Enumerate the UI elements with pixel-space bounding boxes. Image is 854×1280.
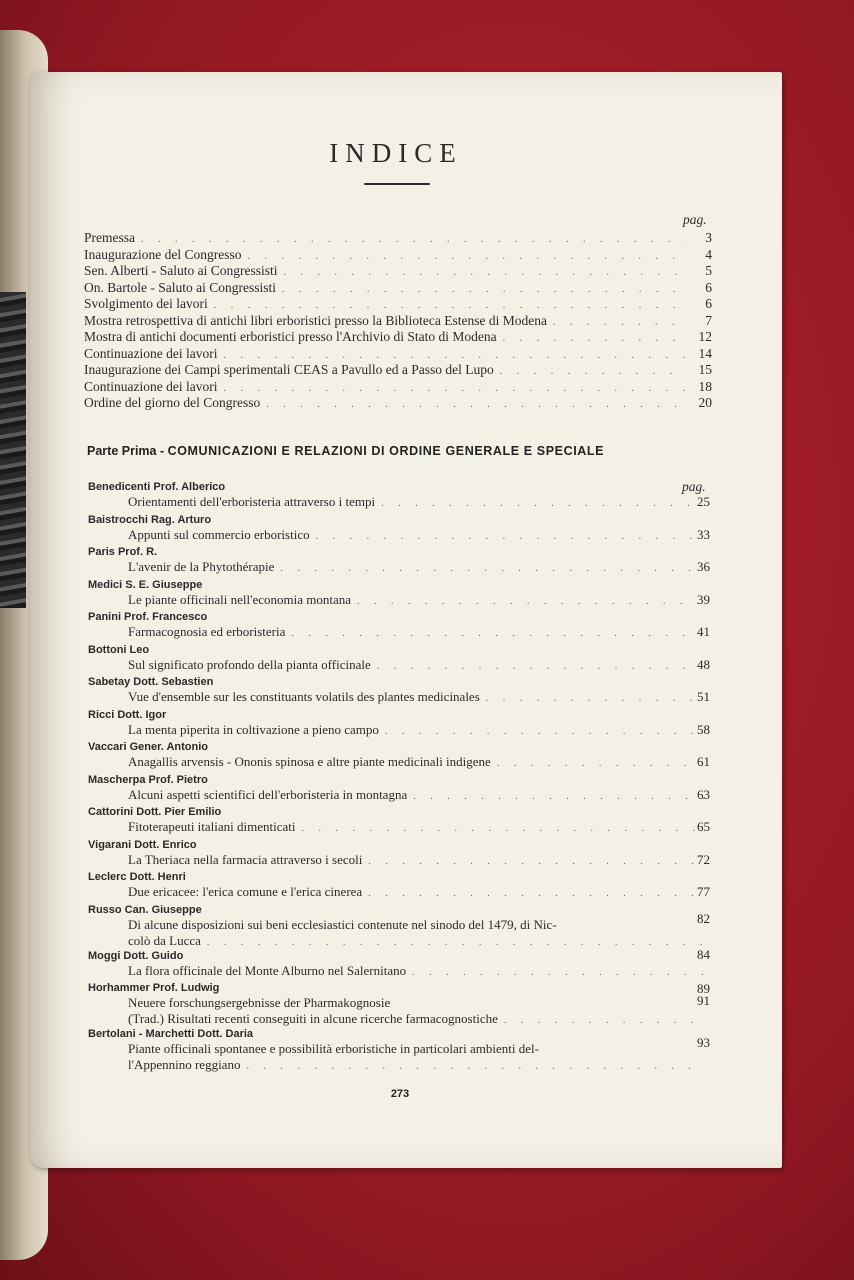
toc-page: 5 [705, 263, 712, 278]
leader-dots [214, 300, 686, 311]
contribution-entry [88, 838, 710, 871]
toc-title: Sen. Alberti - Saluto ai Congressisti [84, 263, 278, 278]
front-matter-list [84, 230, 712, 412]
toc-title: Mostra di antichi documenti erboristici presso l'Archivio di Stato di Modena [84, 329, 497, 344]
entry-page: 41 [697, 624, 710, 639]
toc-row [84, 247, 712, 264]
part-prefix: Parte Prima - [87, 444, 168, 458]
entry-title-row [88, 1057, 710, 1073]
entry-author: Ricci Dott. Igor [88, 708, 167, 721]
leader-dots [247, 251, 686, 262]
entry-title-row [88, 657, 710, 673]
entry-title-row [88, 722, 710, 738]
entry-title-row [88, 624, 710, 640]
entry-title-row [88, 494, 710, 510]
entry-title-row [88, 917, 710, 933]
part-heading [87, 444, 727, 458]
entry-author: Leclerc Dott. Henri [88, 871, 186, 883]
entry-author: Vigarani Dott. Enrico [88, 838, 197, 851]
toc-row [84, 395, 712, 412]
toc-page: 12 [698, 329, 712, 344]
entry-author: Cattorini Dott. Pier Emilio [88, 806, 222, 818]
contribution-entry [88, 773, 710, 806]
toc-title: Continuazione dei lavori [84, 378, 218, 394]
entry-author: Bertolani - Marchetti Dott. Daria [88, 1028, 254, 1040]
toc-row [84, 379, 712, 396]
entry-title-row [88, 689, 710, 705]
entry-title-row [88, 754, 710, 770]
entry-title: Farmacognosia ed erboristeria [128, 624, 286, 639]
entry-title: Neuere forschungsergebnisse der Pharmakognosie [128, 995, 391, 1010]
entry-title-row [88, 963, 710, 979]
toc-title: Continuazione dei lavori [84, 345, 218, 361]
toc-page: 4 [705, 246, 712, 262]
leader-dots [377, 659, 704, 675]
entry-title: Anagallis arvensis - Ononis spinosa e altre piante medicinali indigene [128, 754, 491, 769]
toc-row [84, 280, 712, 297]
toc-title: Ordine del giorno del Congresso [84, 395, 261, 410]
entry-title-row [88, 559, 710, 575]
leader-dots [266, 399, 686, 410]
page-number: 273 [390, 1088, 410, 1100]
contribution-entry [88, 946, 710, 982]
toc-page: 15 [698, 362, 712, 377]
leader-dots [280, 561, 704, 577]
contribution-entry [88, 675, 710, 708]
contribution-entry [88, 870, 710, 903]
toc-page: 18 [698, 378, 712, 394]
entry-title-row [88, 852, 710, 868]
entry-title: Fitoterapeuti italiani dimenticati [128, 819, 296, 834]
leader-dots [284, 267, 687, 278]
entry-title: La Theriaca nella farmacia attraverso i secoli [128, 851, 363, 867]
entry-author: Vaccari Gener. Antonio [88, 741, 209, 753]
leader-dots [223, 350, 686, 361]
entry-title: Orientamenti dell'erboristeria attraverso i tempi [128, 494, 376, 509]
entry-title: Di alcune disposizioni sui beni ecclesiastici contenute nel sinodo del 1479, di Nic- [128, 916, 557, 932]
entry-page: 36 [697, 559, 710, 574]
entry-author: Mascherpa Prof. Pietro [88, 773, 208, 786]
entry-title: La menta piperita in coltivazione a pieno campo [128, 721, 379, 737]
pag-label-front: pag. [683, 212, 707, 227]
entry-author: Horhammer Prof. Ludwig [88, 982, 220, 994]
entry-author: Sabetay Dott. Sebastien [88, 676, 214, 688]
leader-dots [291, 626, 704, 642]
leader-dots [302, 821, 704, 837]
entry-author: Baistrocchi Rag. Arturo [88, 513, 212, 526]
title-underline [364, 183, 430, 185]
entry-title: Alcuni aspetti scientifici dell'erboristeria in montagna [128, 786, 408, 802]
leader-dots [486, 691, 704, 707]
contribution-entry [88, 981, 710, 1027]
entry-title-row [88, 884, 710, 900]
entry-title-cont: colò da Lucca [128, 932, 201, 948]
entry-title-row [88, 1011, 710, 1027]
leader-dots [497, 756, 704, 772]
entry-page: 84 [697, 946, 710, 962]
entry-title: Appunti sul commercio erboristico [128, 526, 310, 542]
toc-page: 6 [705, 296, 712, 311]
toc-row [84, 362, 712, 379]
toc-page: 7 [705, 312, 712, 328]
entry-title: La flora officinale del Monte Alburno nel Salernitano [128, 962, 407, 978]
leader-dots [553, 317, 686, 328]
leader-dots [500, 366, 686, 377]
contribution-entry [88, 1027, 710, 1073]
contribution-entry [88, 610, 710, 643]
entry-author: Medici S. E. Giuseppe [88, 578, 203, 591]
entry-page: 63 [697, 786, 710, 802]
toc-title: Inaugurazione del Congresso [84, 246, 242, 262]
contributions-list [88, 480, 710, 1073]
toc-page: 3 [705, 230, 712, 245]
entry-title-cont: (Trad.) Risultati recenti conseguiti in alcune ricerche farmacognostiche [128, 1011, 498, 1026]
entry-author: Paris Prof. R. [88, 546, 158, 558]
leader-dots [503, 333, 686, 344]
toc-title: Svolgimento dei lavori [84, 296, 208, 311]
entry-author: Russo Can. Giuseppe [88, 903, 202, 916]
toc-page: 20 [698, 395, 712, 410]
leader-dots [141, 234, 686, 245]
entry-title-row [88, 787, 710, 803]
toc-page: 14 [698, 345, 712, 361]
leader-dots [282, 284, 686, 295]
leader-dots [316, 529, 704, 545]
leader-dots [357, 594, 704, 610]
toc-row [84, 230, 712, 247]
toc-row [84, 346, 712, 363]
leader-dots [385, 724, 704, 740]
leader-dots [368, 886, 704, 902]
contribution-entry [88, 643, 710, 676]
contribution-entry [88, 903, 710, 949]
toc-page: 6 [705, 279, 712, 295]
leader-dots [368, 854, 704, 870]
toc-row [84, 329, 712, 346]
entry-page: 25 [697, 494, 710, 509]
entry-title-row [88, 819, 710, 835]
leader-dots [223, 383, 686, 394]
leader-dots [413, 789, 704, 805]
entry-title-row [88, 1041, 710, 1057]
entry-author: Bottoni Leo [88, 643, 150, 656]
entry-title: Sul significato profondo della pianta officinale [128, 656, 371, 672]
entry-page: 93 [697, 1035, 710, 1050]
entry-author: Moggi Dott. Guido [88, 949, 184, 962]
toc-title: Mostra retrospettiva di antichi libri erboristici presso la Biblioteca Estense di Modena [84, 312, 548, 328]
entry-page-2: 91 [697, 993, 710, 1008]
toc-row [84, 313, 712, 330]
contribution-entry [88, 545, 710, 578]
entry-title: Due ericacee: l'erica comune e l'erica cinerea [128, 884, 363, 899]
entry-page: 65 [697, 819, 710, 834]
facing-page-photo [0, 292, 26, 608]
leader-dots [246, 1059, 704, 1075]
entry-page: 33 [697, 526, 710, 542]
contribution-entry [88, 805, 710, 838]
pag-label-entries: pag. [682, 479, 706, 494]
leader-dots [381, 496, 704, 512]
entry-title-row [88, 527, 710, 543]
entry-page: 58 [697, 721, 710, 737]
toc-title: Inaugurazione dei Campi sperimentali CEAS a Pavullo ed a Passo del Lupo [84, 362, 494, 377]
toc-row [84, 296, 712, 313]
entry-page: 89 [697, 981, 710, 996]
page-title: INDICE [329, 138, 463, 168]
toc-row [84, 263, 712, 280]
entry-page: 77 [697, 884, 710, 899]
entry-title-row [88, 933, 710, 949]
entry-title: Le piante officinali nell'economia montana [128, 591, 352, 607]
entry-page: 39 [697, 591, 710, 607]
entry-author: Panini Prof. Francesco [88, 611, 208, 623]
contribution-entry [88, 708, 710, 741]
leader-dots [412, 965, 704, 981]
entry-page: 72 [697, 851, 710, 867]
contribution-entry [88, 480, 710, 513]
entry-title: Vue d'ensemble sur les constituants volatils des plantes medicinales [128, 689, 480, 704]
entry-title: L'avenir de la Phytothérapie [128, 559, 275, 574]
contribution-entry [88, 513, 710, 546]
contribution-entry [88, 578, 710, 611]
toc-title: Premessa [84, 230, 135, 245]
entry-page: 82 [697, 910, 710, 926]
part-title: COMUNICAZIONI E RELAZIONI DI ORDINE GENERALE E SPECIALE [167, 444, 605, 458]
toc-title: On. Bartole - Saluto ai Congressisti [84, 279, 276, 295]
entry-page: 48 [697, 656, 710, 672]
entry-page: 51 [697, 689, 710, 704]
entry-page: 61 [697, 754, 710, 769]
contribution-entry [88, 740, 710, 773]
entry-title: Piante officinali spontanee e possibilità erboristiche in particolari ambienti del- [128, 1041, 539, 1056]
entry-title-row [88, 592, 710, 608]
entry-author: Benedicenti Prof. Alberico [88, 481, 226, 493]
entry-title-cont: l'Appennino reggiano [128, 1057, 241, 1072]
entry-title-row [88, 995, 710, 1011]
